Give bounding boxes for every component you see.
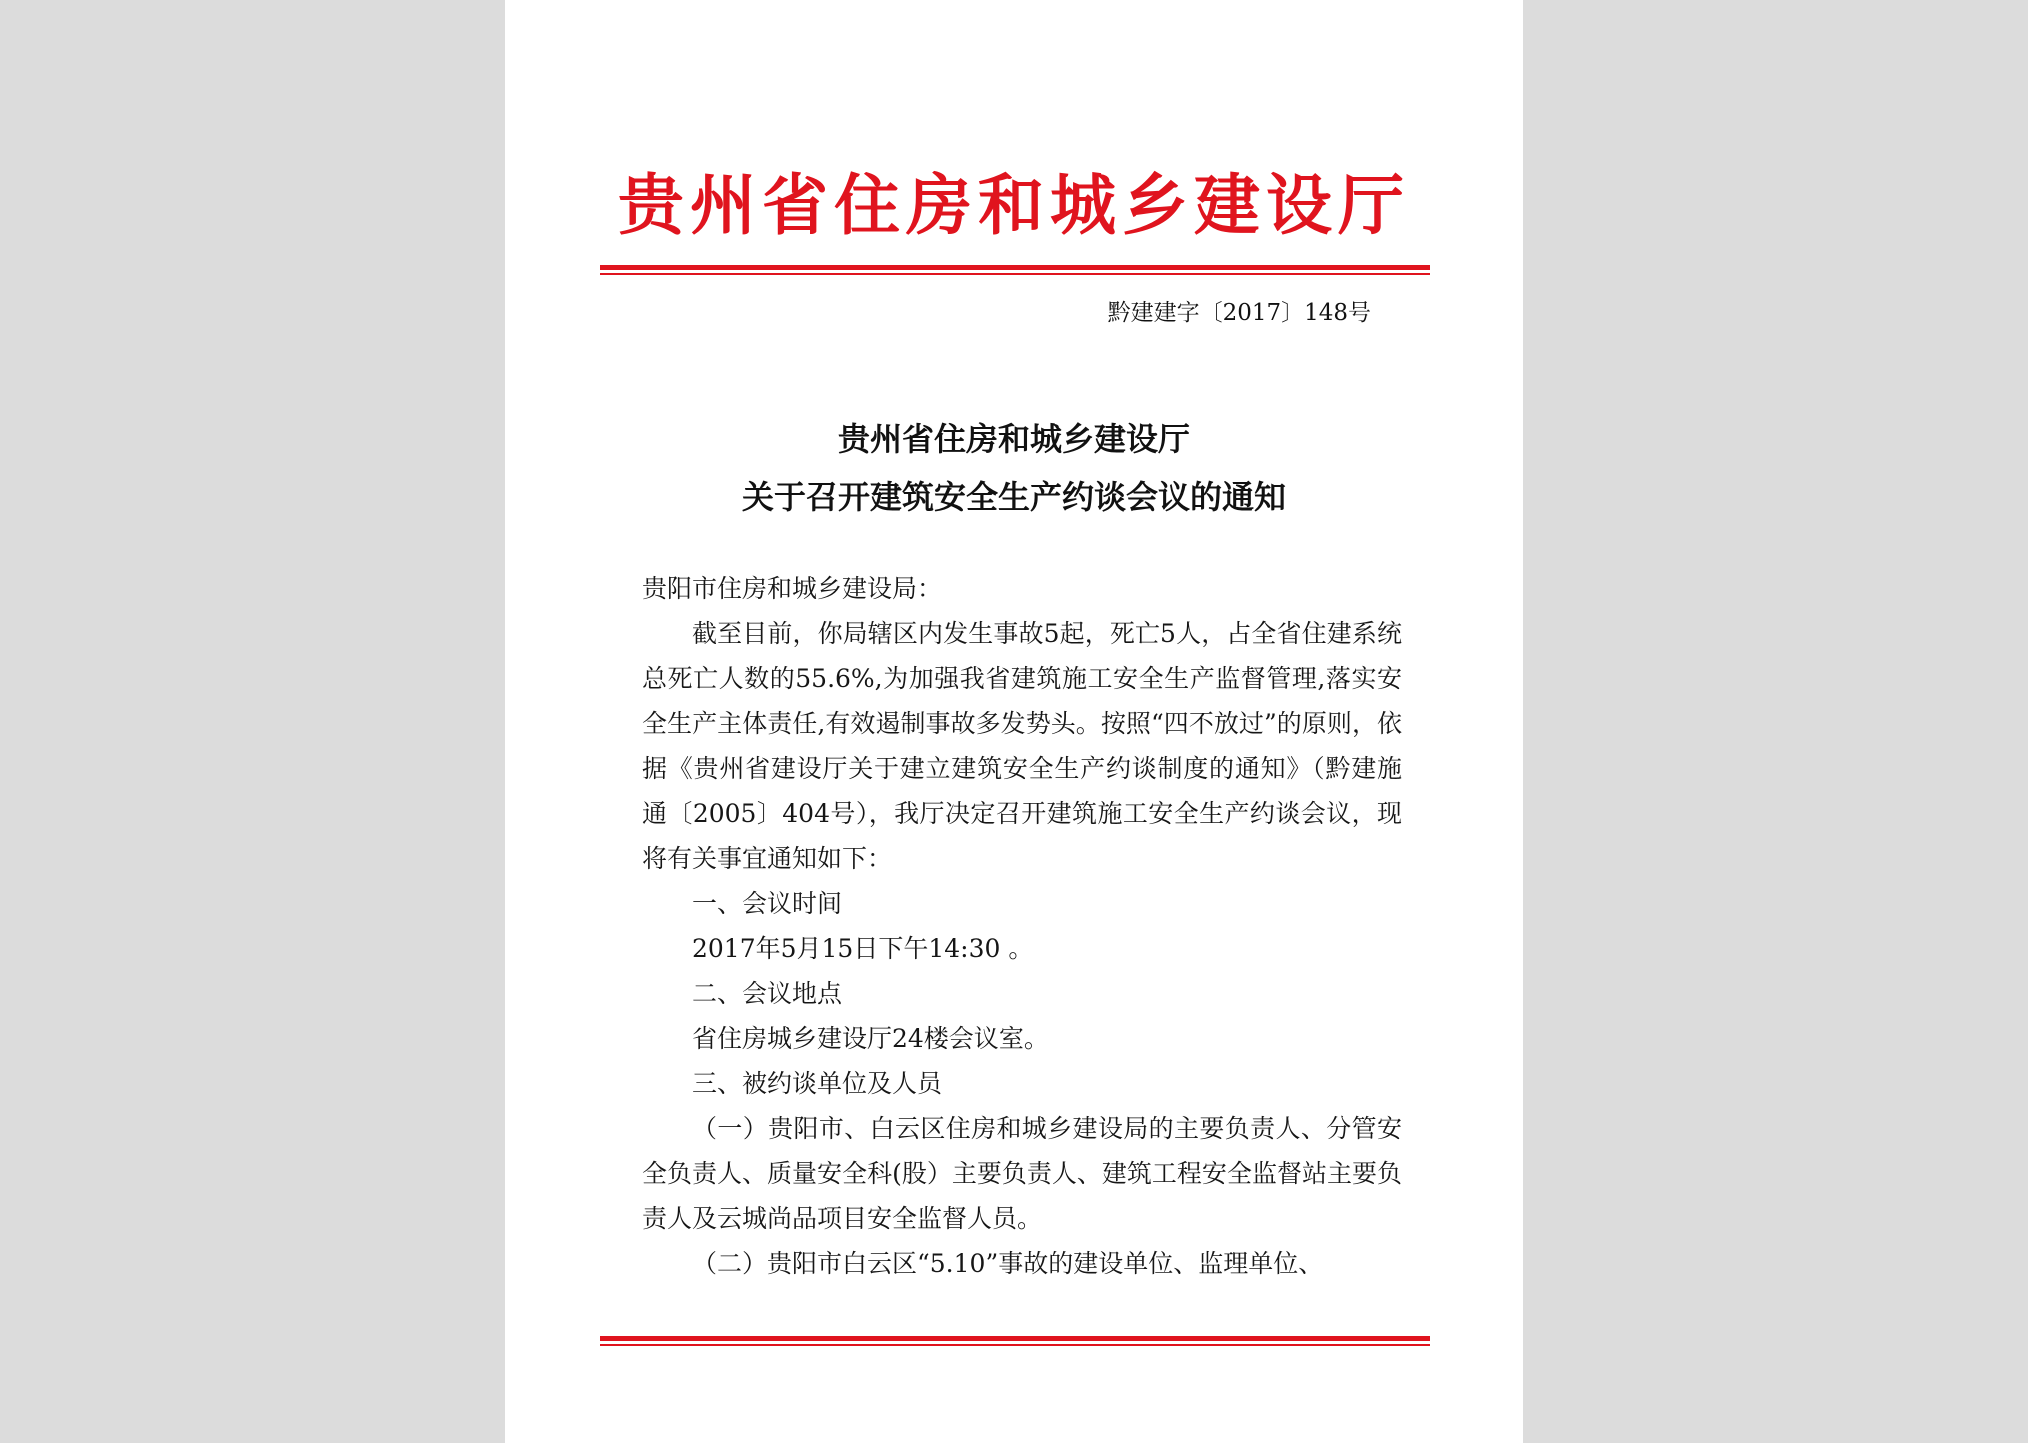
section-3-heading: 三、被约谈单位及人员 — [692, 1069, 943, 1098]
notice-title-line-2: 关于召开建筑安全生产约谈会议的通知 — [741, 478, 1286, 516]
notice-title-line-1: 贵州省住房和城乡建设厅 — [837, 420, 1190, 458]
section-2-heading: 二、会议地点 — [692, 979, 843, 1008]
agency-title: 贵州省住房和城乡建设厅 — [618, 166, 1410, 244]
section-1-heading: 一、会议时间 — [692, 889, 843, 918]
notice-body — [642, 566, 1402, 1286]
section-2-content: 省住房城乡建设厅24楼会议室。 — [692, 1024, 1049, 1053]
section-3-item-2: （二）贵阳市白云区“5.10”事故的建设单位、监理单位、 — [692, 1249, 1324, 1278]
document-number: 黔建建字〔2017〕148号 — [1107, 300, 1371, 326]
addressee: 贵阳市住房和城乡建设局： — [642, 574, 943, 603]
document-page — [505, 0, 1523, 1443]
footer-red-rule — [600, 1336, 1430, 1346]
header-red-rule — [600, 265, 1430, 275]
section-3-item-1: （一）贵阳市、白云区住房和城乡建设局的主要负责人、分管安全负责人、质量安全科(股）主要负责人、建筑工程安全监督站主要负责人及云城尚品项目安全监督人员。 — [642, 1114, 1402, 1233]
header-rule-thin-line — [600, 273, 1430, 275]
section-1-content: 2017年5月15日下午14:30 。 — [692, 934, 1034, 963]
footer-rule-thin-line — [600, 1344, 1430, 1346]
body-paragraph-1: 截至目前，你局辖区内发生事故5起，死亡5人，占全省住建系统总死亡人数的55.6%,为加强我省建筑施工安全生产监督管理,落实安全生产主体责任,有效遏制事故多发势头。按照“四不放过”的原则，依据《贵州省建设厅关于建立建筑安全生产约谈制度的通知》（黔建施通〔2005〕404号），我厅决定召开建筑施工安全生产约谈会议，现将有关事宜通知如下： — [642, 619, 1402, 873]
notice-title — [505, 410, 1523, 526]
